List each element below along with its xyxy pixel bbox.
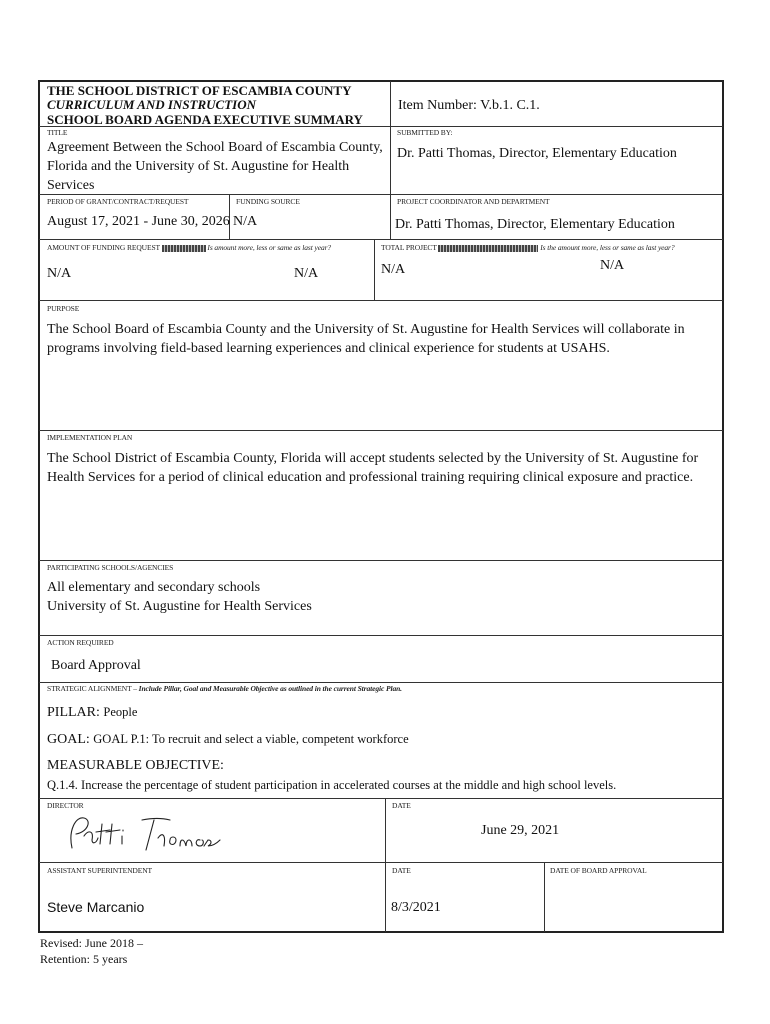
goal-value: GOAL P.1: To recruit and select a viable, competent workforce <box>93 732 409 746</box>
purpose-label: PURPOSE <box>47 304 80 313</box>
divider <box>390 194 391 239</box>
summary-title: SCHOOL BOARD AGENDA EXECUTIVE SUMMARY <box>47 112 363 127</box>
divider <box>390 81 391 194</box>
pillar-line <box>47 703 137 722</box>
coordinator-value: Dr. Patti Thomas, Director, Elementary Education <box>395 217 675 232</box>
divider <box>39 300 723 301</box>
assistant-date: 8/3/2021 <box>391 900 441 915</box>
title-line-3: Services <box>47 178 95 193</box>
strategic-label <box>47 684 402 693</box>
action-value: Board Approval <box>51 658 141 673</box>
implementation-line-2: Health Services for a period of clinical education and professional training requiring clinical exposure and practice. <box>47 470 694 485</box>
director-label: DIRECTOR <box>47 801 84 810</box>
funding-amount-comparison: N/A <box>294 266 319 281</box>
director-date: June 29, 2021 <box>481 823 560 838</box>
assistant-date-label: DATE <box>392 866 411 875</box>
divider <box>39 239 723 240</box>
strategic-label-text: STRATEGIC ALIGNMENT – <box>47 684 137 693</box>
implementation-line-1: The School District of Escambia County, Florida will accept students selected by the University of St. Augustine for <box>47 451 699 466</box>
divider <box>39 798 723 799</box>
purpose-line-1: The School Board of Escambia County and the University of St. Augustine for Health Services will collaborate in <box>47 322 685 337</box>
divider <box>39 560 723 561</box>
title-label: TITLE <box>47 128 68 137</box>
divider <box>39 430 723 431</box>
assistant-label: ASSISTANT SUPERINTENDENT <box>47 866 152 875</box>
total-project-value: N/A <box>381 262 406 277</box>
objective-label: MEASURABLE OBJECTIVE: <box>47 758 224 773</box>
submitted-by-label: SUBMITTED BY: <box>397 128 453 137</box>
divider <box>544 862 545 932</box>
footer-revised: Revised: June 2018 – <box>40 936 143 950</box>
period-label: PERIOD OF GRANT/CONTRACT/REQUEST <box>47 197 189 206</box>
divider <box>385 798 386 932</box>
funding-amount-value: N/A <box>47 266 72 281</box>
director-date-label: DATE <box>392 801 411 810</box>
goal-label: GOAL: <box>47 732 90 747</box>
objective-value: Q.1.4. Increase the percentage of student participation in accelerated courses at the middle and high school levels. <box>47 778 617 792</box>
footer-retention: Retention: 5 years <box>40 952 128 966</box>
director-signature <box>62 810 222 858</box>
divider <box>39 862 723 863</box>
total-project-comparison: N/A <box>600 258 625 273</box>
assistant-name: Steve Marcanio <box>47 899 145 915</box>
funding-source-label: FUNDING SOURCE <box>236 197 300 206</box>
department-name: CURRICULUM AND INSTRUCTION <box>47 97 256 112</box>
total-project-label-text: TOTAL PROJECT <box>381 243 437 252</box>
coordinator-label: PROJECT COORDINATOR AND DEPARTMENT <box>397 197 550 206</box>
total-project-label <box>381 243 675 252</box>
form-frame <box>38 80 724 933</box>
district-name: THE SCHOOL DISTRICT OF ESCAMBIA COUNTY <box>47 83 352 98</box>
title-line-2: Florida and the University of St. Augustine for Health <box>47 159 350 174</box>
funding-source-value: N/A <box>233 214 258 229</box>
action-label: ACTION REQUIRED <box>47 638 114 647</box>
divider <box>39 635 723 636</box>
board-approval-label: DATE OF BOARD APPROVAL <box>550 866 647 875</box>
divider <box>374 239 375 300</box>
funding-amount-label <box>47 243 331 252</box>
divider <box>39 194 723 195</box>
strategic-note: Include Pillar, Goal and Measurable Objective as outlined in the current Strategic Plan. <box>138 684 402 693</box>
total-project-question: Is the amount more, less or same as last year? <box>540 243 675 252</box>
title-line-1: Agreement Between the School Board of Escambia County, <box>47 140 383 155</box>
participating-label: PARTICIPATING SCHOOLS/AGENCIES <box>47 563 174 572</box>
period-value: August 17, 2021 - June 30, 2026 <box>47 214 230 229</box>
divider <box>39 682 723 683</box>
participating-line-1: All elementary and secondary schools <box>47 580 261 595</box>
participating-line-2: University of St. Augustine for Health Services <box>47 599 312 614</box>
pillar-value: People <box>103 705 138 719</box>
pillar-label: PILLAR: <box>47 705 100 720</box>
funding-amount-label-text: AMOUNT OF FUNDING REQUEST <box>47 243 160 252</box>
funding-amount-question: Is amount more, less or same as last year? <box>207 243 332 252</box>
item-number: Item Number: V.b.1. C.1. <box>398 98 540 113</box>
redaction-mark <box>438 245 538 252</box>
submitted-by-value: Dr. Patti Thomas, Director, Elementary Education <box>397 146 677 161</box>
purpose-line-2: programs involving field-based learning experiences and clinical experience for students at USAHS. <box>47 341 610 356</box>
redaction-mark <box>162 245 206 252</box>
implementation-label: IMPLEMENTATION PLAN <box>47 433 133 442</box>
goal-line <box>47 730 409 749</box>
